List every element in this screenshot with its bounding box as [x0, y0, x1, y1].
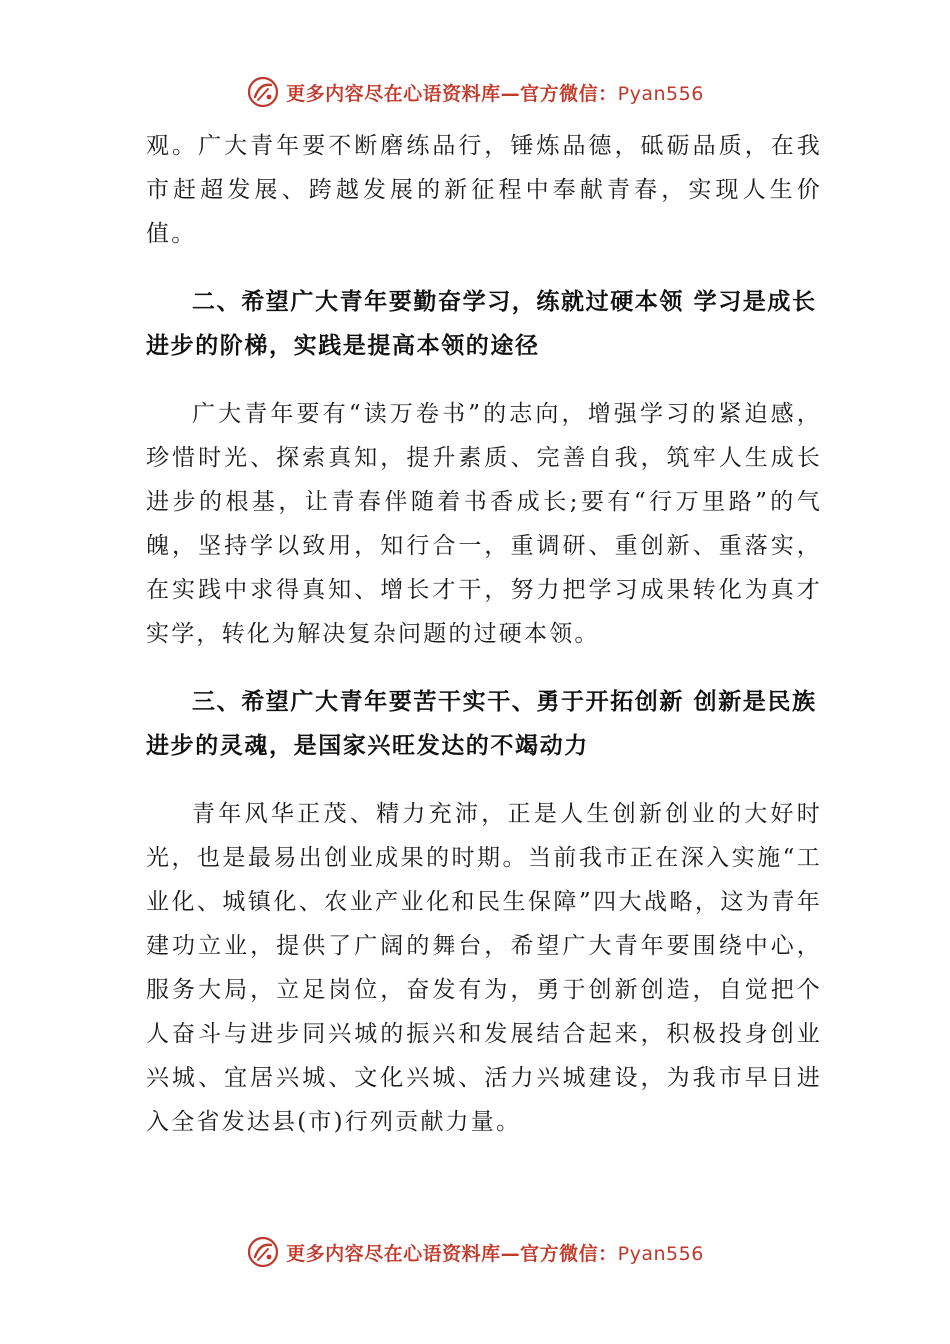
watermark-account: Pyan556 — [617, 82, 704, 105]
paragraph-continued: 观。广大青年要不断磨练品行，锤炼品德，砥砺品质，在我市赶超发展、跨越发展的新征程中奉献青春，实现人生价值。 — [146, 133, 822, 247]
section-heading-two: 二、希望广大青年要勤奋学习，练就过硬本领 学习是成长进步的阶梯，实践是提高本领的途径 — [146, 289, 817, 359]
paragraph-innovation: 青年风华正茂、精力充沛，正是人生创新创业的大好时光，也是最易出创业成果的时期。当前我市正在深入实施“工业化、城镇化、农业产业化和民生保障”四大战略，这为青年建功立业，提供了广阔的舞台，希望广大青年要围绕中心，服务大局，立足岗位，奋发有为，勇于创新创造，自觉把个人奋斗与进步同兴城的振兴和发展结合起来，积极投身创业兴城、宜居兴城、文化兴城、活力兴城建设，为我市早日进入全省发达县(市)行列贡献力量。 — [146, 801, 822, 1135]
seal-logo-icon — [246, 1235, 280, 1269]
footer-watermark — [0, 1232, 950, 1272]
watermark-account: Pyan556 — [617, 1242, 704, 1265]
watermark-text: 更多内容尽在心语资料库—官方微信：Pyan556 — [286, 1242, 704, 1265]
section-heading-three: 三、希望广大青年要苦干实干、勇于开拓创新 创新是民族进步的灵魂，是国家兴旺发达的不竭动力 — [146, 689, 817, 759]
seal-logo-icon — [246, 75, 280, 109]
watermark-text: 更多内容尽在心语资料库—官方微信：Pyan556 — [286, 82, 704, 105]
document-body — [146, 124, 822, 1144]
header-watermark — [0, 72, 950, 112]
paragraph-study: 广大青年要有“读万卷书”的志向，增强学习的紧迫感，珍惜时光、探索真知，提升素质、完善自我，筑牢人生成长进步的根基，让青春伴随着书香成长;要有“行万里路”的气魄，坚持学以致用，知行合一，重调研、重创新、重落实， 在实践中求得真知、增长才干，努力把学习成果转化为真才实学，转化为解决复杂问题的过硬本领。 — [146, 401, 822, 647]
